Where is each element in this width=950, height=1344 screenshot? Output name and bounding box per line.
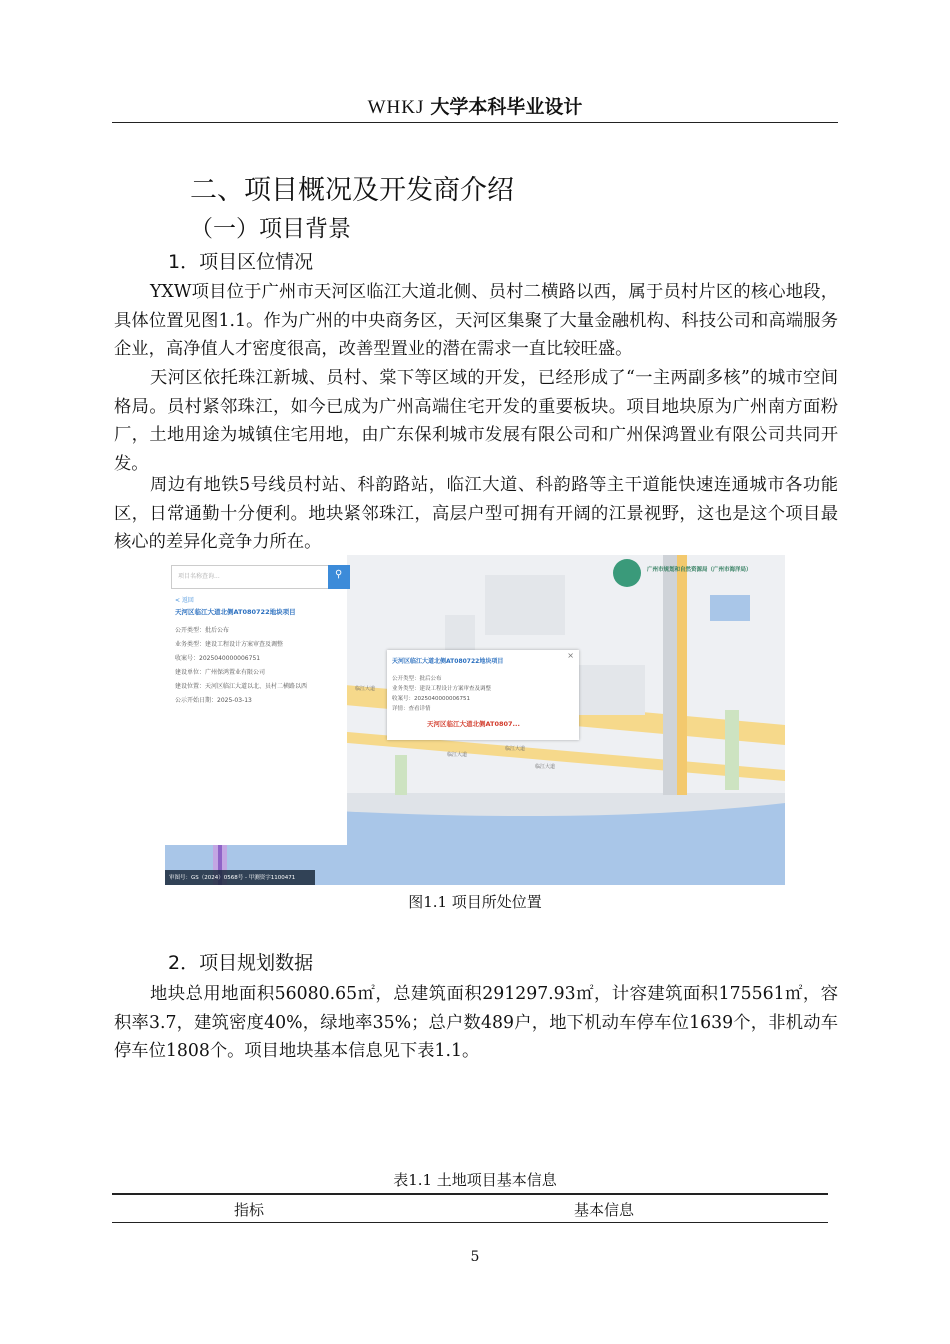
search-icon: ⚲ <box>335 569 343 580</box>
popup-title: 天河区临江大道北侧AT080722地块项目 <box>392 658 504 665</box>
paragraph-2: 天河区依托珠江新城、员村、棠下等区域的开发，已经形成了“一主两副多核”的城市空间格局。员村紧邻珠江，如今已成为广州高端住宅开发的重要板块。项目地块原为广州南方面粉厂，土地用途为城镇住宅用地，由广东保利城市发展有限公司和广州保鸿置业有限公司共同开发。 <box>114 368 838 474</box>
table-header-cell: 指标 <box>234 1201 265 1219</box>
panel-line: 收案号：2025040000006751 <box>175 655 261 662</box>
paragraph-planning-data: 地块总用地面积56080.65㎡，总建筑面积291297.93㎡，计容建筑面积175561㎡，容积率3.7，建筑密度40%，绿地率35%；总户数489户，地下机动车停车位1639个，非机动车停车位1808个。项目地块基本信息见下表1.1。 <box>114 984 838 1061</box>
search-button[interactable] <box>328 565 350 589</box>
panel-line: 建设单位：广州保鸿置业有限公司 <box>175 669 266 676</box>
location-map <box>165 555 785 885</box>
subsection-title-2: 2．项目规划数据 <box>168 952 314 974</box>
road-label: 临江大道 <box>447 752 468 758</box>
popup-line: 公开类型：批后公布 <box>392 676 442 682</box>
panel-line: 公示开始日期：2025-03-13 <box>175 697 252 704</box>
info-table-header <box>112 1193 828 1223</box>
table-caption: 表1.1 土地项目基本信息 <box>393 1171 557 1189</box>
close-icon[interactable]: × <box>567 651 574 660</box>
panel-line: 建设位置：天河区临江大道以北、员村二横路以西 <box>175 683 308 690</box>
paragraph-1: YXW项目位于广州市天河区临江大道北侧、员村二横路以西，属于员村片区的核心地段，具体位置见图1.1。作为广州的中央商务区，天河区集聚了大量金融机构、科技公司和高端服务企业，高净值人才密度很高，改善型置业的潜在需求一直比较旺盛。 <box>114 282 838 359</box>
section-title: （一）项目背景 <box>190 216 351 242</box>
bureau-logo-text: 广州市规划和自然资源局（广州市海洋局） <box>647 567 752 573</box>
road-label: 临江大道 <box>355 686 376 692</box>
popup-line: 业务类型：建设工程设计方案审查及调整 <box>392 686 492 692</box>
figure-caption: 图1.1 项目所处位置 <box>408 893 542 911</box>
chapter-title: 二、项目概况及开发商介绍 <box>190 175 514 206</box>
paragraph-3: 周边有地铁5号线员村站、科韵路站，临江大道、科韵路等主干道能快速连通城市各功能区，日常通勤十分便利。地块紧邻珠江，高层户型可拥有开阔的江景视野，这也是这个项目最核心的差异化竞争力所在。 <box>114 475 838 552</box>
popup-line: 详情：查看详情 <box>392 706 431 712</box>
project-search-input[interactable] <box>171 565 333 589</box>
panel-line: 公开类型：批后公布 <box>175 627 230 634</box>
back-link[interactable]: < 返回 <box>175 597 194 604</box>
header-title: 大学本科毕业设计 <box>430 96 583 118</box>
popup-line: 收案号：2025040000006751 <box>392 696 470 702</box>
panel-line: 业务类型：建设工程设计方案审查及调整 <box>175 641 284 648</box>
road-label: 临江大道 <box>505 746 526 752</box>
page-header <box>112 92 838 123</box>
map-approval-number: 审图号：GS（2024）0568号 - 甲测资字1100471 <box>169 875 296 881</box>
table-header-cell: 基本信息 <box>574 1201 635 1219</box>
panel-title: 天河区临江大道北侧AT080722地块项目 <box>175 608 296 616</box>
header-prefix: WHKJ <box>367 97 425 118</box>
site-label: 天河区临江大道北侧AT0807... <box>427 720 520 728</box>
page-number: 5 <box>470 1249 480 1265</box>
road-label: 临江大道 <box>535 764 556 770</box>
subsection-title-1: 1．项目区位情况 <box>168 251 314 273</box>
search-placeholder: 项目名称查询... <box>178 573 220 580</box>
project-info-panel <box>165 555 347 845</box>
